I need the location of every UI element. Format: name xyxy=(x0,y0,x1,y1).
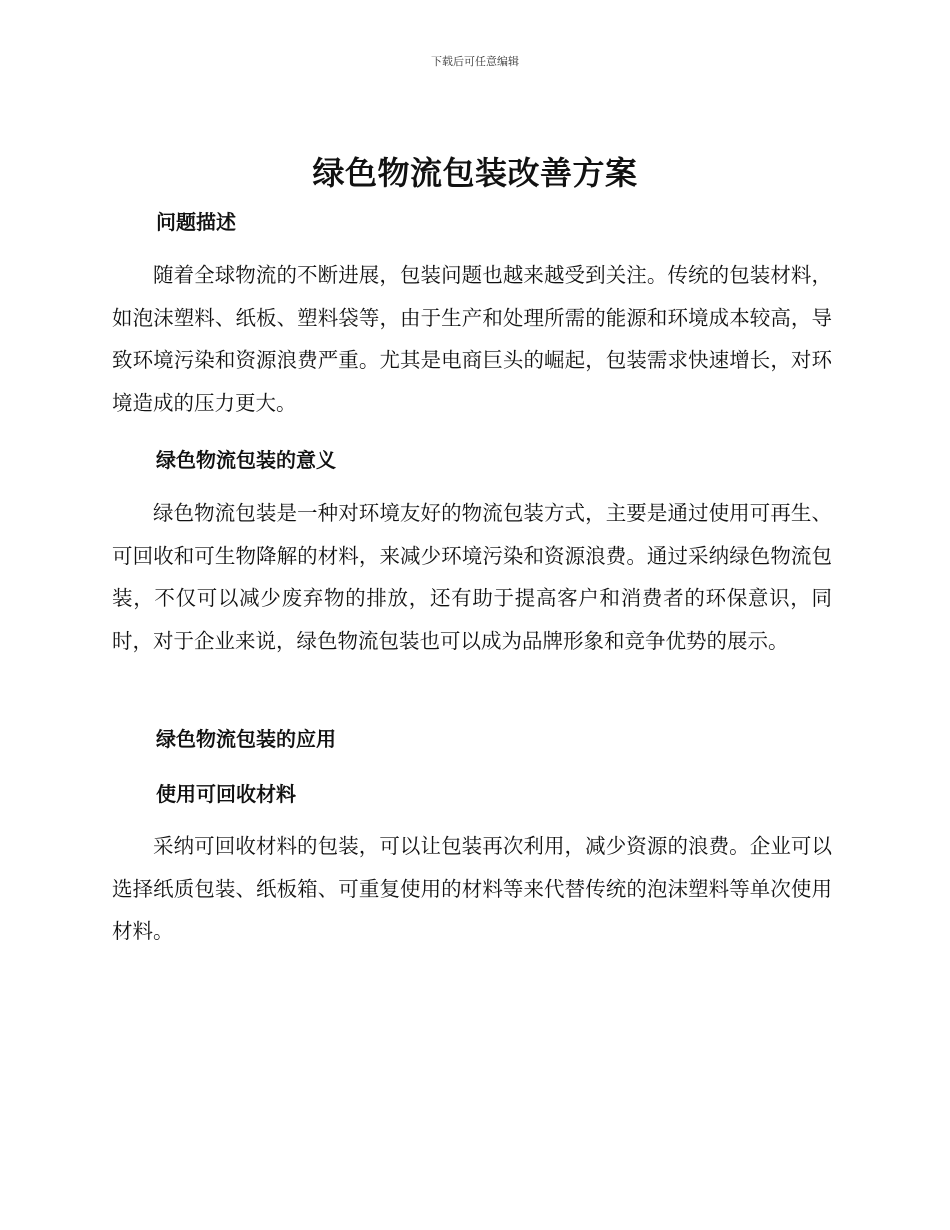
section-heading-application: 绿色物流包装的应用 xyxy=(156,727,336,751)
section-heading-problem: 问题描述 xyxy=(156,210,236,234)
section-body-significance: 绿色物流包装是一种对环境友好的物流包装方式，主要是通过使用可再生、可回收和可生物降解的材料，来减少环境污染和资源浪费。通过采纳绿色物流包装，不仅可以减少废弃物的排放，还有助于提高客户和消费者的环保意识，同时，对于企业来说，绿色物流包装也可以成为品牌形象和竞争优势的展示。 xyxy=(112,501,832,653)
document-title: 绿色物流包装改善方案 xyxy=(312,154,638,192)
subsection-heading-recyclable: 使用可回收材料 xyxy=(156,782,296,806)
subsection-body-recyclable: 采纳可回收材料的包装，可以让包装再次利用，减少资源的浪费。企业可以选择纸质包装、纸板箱、可重复使用的材料等来代替传统的泡沫塑料等单次使用材料。 xyxy=(112,834,832,943)
section-body-problem: 随着全球物流的不断进展，包装问题也越来越受到关注。传统的包装材料，如泡沫塑料、纸板、塑料袋等，由于生产和处理所需的能源和环境成本较高，导致环境污染和资源浪费严重。尤其是电商巨头的崛起，包装需求快速增长，对环境造成的压力更大。 xyxy=(112,263,832,415)
header-note: 下载后可任意编辑 xyxy=(431,55,519,68)
section-heading-significance: 绿色物流包装的意义 xyxy=(156,448,336,472)
